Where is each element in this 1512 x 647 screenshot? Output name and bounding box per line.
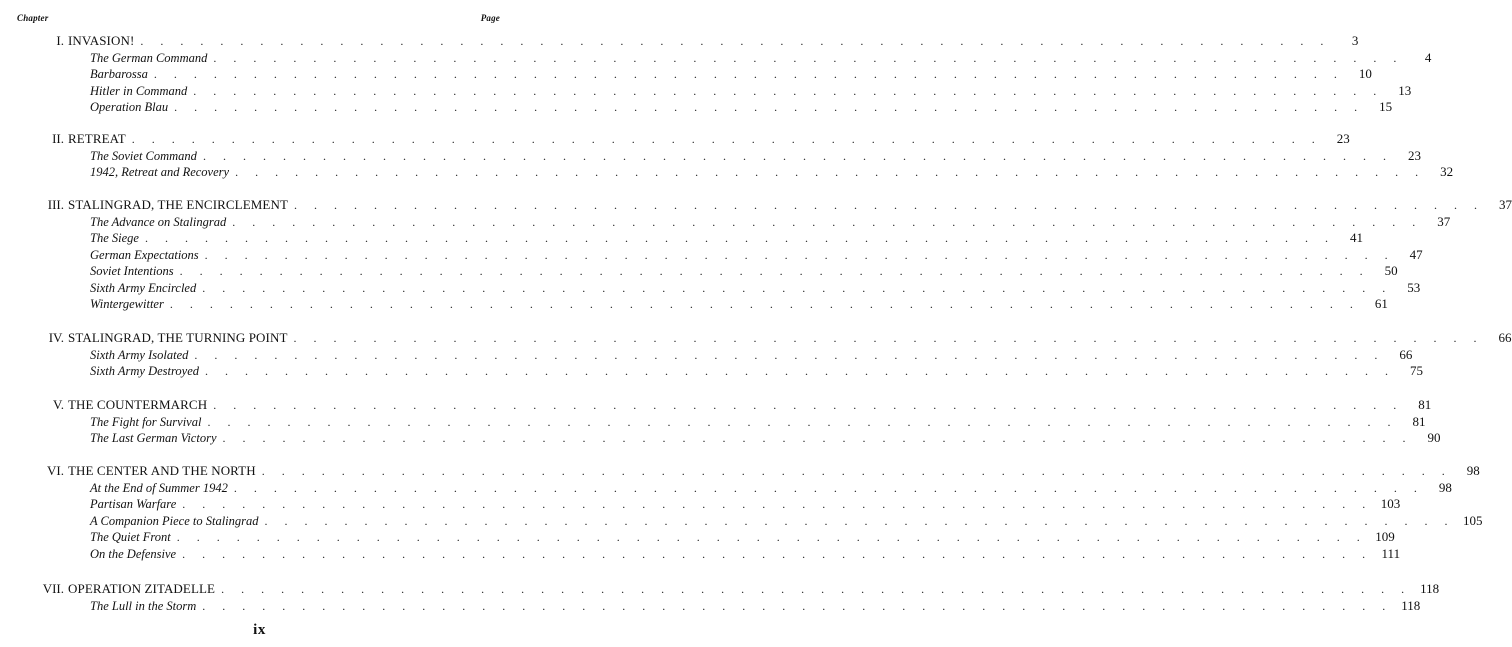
- chapter-page: 3: [1351, 33, 1359, 48]
- section-title: A Companion Piece to Stalingrad: [90, 513, 259, 528]
- section-title: Sixth Army Isolated: [90, 347, 189, 362]
- section-page: 75: [1410, 363, 1424, 378]
- chapter-page: 118: [1420, 581, 1440, 596]
- chapter-row: [0, 131, 1350, 147]
- section-row: [0, 545, 1401, 562]
- section-row: [0, 147, 1421, 164]
- section-row: [0, 66, 1372, 82]
- leader-dots: . . . . . . . . . . . . . . . . . . . . . . . . . . . . . . . . . . . . . . . . . . . . . . . . . . . . . . . . . . . .: [202, 280, 1393, 295]
- chapter-title: THE CENTER AND THE NORTH: [68, 463, 256, 478]
- section-page: 37: [1437, 213, 1451, 229]
- section-title: Sixth Army Destroyed: [90, 364, 200, 378]
- section-row: [0, 496, 1401, 512]
- leader-dots: . . . . . . . . . . . . . . . . . . . . . . . . . . . . . . . . . . . . . . . . . . . . . . . . . . . . . . . . . . . .: [174, 100, 1365, 114]
- leader-dots: . . . . . . . . . . . . . . . . . . . . . . . . . . . . . . . . . . . . . . . . . . . . . . . . . . . . . . . . . . . .: [232, 214, 1423, 229]
- toc-header-page: Page: [480, 13, 500, 23]
- leader-dots: . . . . . . . . . . . . . . . . . . . . . . . . . . . . . . . . . . . . . . . . . . . . . . . . . . . . . . . . . . . .: [153, 67, 1344, 81]
- chapter-number: I.: [56, 33, 64, 48]
- section-title: The Lull in the Storm: [90, 598, 197, 613]
- leader-dots: . . . . . . . . . . . . . . . . . . . . . . . . . . . . . . . . . . . . . . . . . . . . . . . . . . . . . . . . . . . .: [221, 582, 1412, 596]
- section-title: Soviet Intentions: [90, 264, 174, 278]
- chapter-page: 81: [1418, 397, 1432, 412]
- chapter-row: [0, 581, 1440, 597]
- section-page: 103: [1380, 496, 1401, 511]
- section-title: The German Command: [90, 50, 208, 65]
- section-title: The Siege: [90, 231, 139, 245]
- leader-dots: . . . . . . . . . . . . . . . . . . . . . . . . . . . . . . . . . . . . . . . . . . . . . . . . . . . . . . . . . . . .: [261, 464, 1452, 478]
- chapter-title: RETREAT: [68, 131, 126, 146]
- section-page: 66: [1399, 346, 1413, 362]
- leader-dots: . . . . . . . . . . . . . . . . . . . . . . . . . . . . . . . . . . . . . . . . . . . . . . . . . . . . . . . . . . . .: [213, 50, 1404, 65]
- chapter-title: STALINGRAD, THE ENCIRCLEMENT: [68, 197, 288, 212]
- leader-dots: . . . . . . . . . . . . . . . . . . . . . . . . . . . . . . . . . . . . . . . . . . . . . . . . . . . . . . . . . . . .: [176, 530, 1367, 544]
- section-title: The Fight for Survival: [90, 414, 202, 429]
- leader-dots: . . . . . . . . . . . . . . . . . . . . . . . . . . . . . . . . . . . . . . . . . . . . . . . . . . . . . . . . . . . .: [213, 398, 1404, 412]
- section-title: Sixth Army Encircled: [90, 280, 197, 295]
- leader-dots: . . . . . . . . . . . . . . . . . . . . . . . . . . . . . . . . . . . . . . . . . . . . . . . . . . . . . . . . . . . .: [233, 480, 1424, 495]
- chapter-page: 66: [1498, 330, 1512, 345]
- section-title: The Last German Victory: [90, 431, 217, 445]
- section-title: The Quiet Front: [90, 530, 171, 544]
- section-page: 41: [1349, 230, 1363, 245]
- chapter-number: VI.: [47, 463, 64, 478]
- section-page: 90: [1427, 430, 1441, 445]
- section-row: [0, 82, 1412, 99]
- chapter-number: VII.: [42, 581, 64, 596]
- section-row: [0, 512, 1483, 529]
- chapter-page: 98: [1466, 463, 1480, 478]
- section-page: 10: [1358, 66, 1372, 81]
- section-title: Hitler in Command: [90, 83, 188, 98]
- section-title: The Soviet Command: [90, 148, 197, 163]
- section-page: 118: [1401, 597, 1421, 613]
- section-title: The Advance on Stalingrad: [90, 214, 227, 229]
- page-number-footer: ix: [253, 622, 266, 638]
- section-page: 13: [1398, 82, 1412, 98]
- section-row: [0, 279, 1421, 296]
- chapter-number: II.: [52, 131, 64, 146]
- section-title: German Expectations: [90, 247, 199, 262]
- chapter-row: [0, 33, 1359, 49]
- section-page: 53: [1407, 279, 1421, 295]
- leader-dots: . . . . . . . . . . . . . . . . . . . . . . . . . . . . . . . . . . . . . . . . . . . . . . . . . . . . . . . . . . . .: [194, 347, 1385, 362]
- leader-dots: . . . . . . . . . . . . . . . . . . . . . . . . . . . . . . . . . . . . . . . . . . . . . . . . . . . . . . . . . . . .: [205, 364, 1396, 378]
- section-page: 15: [1379, 99, 1393, 114]
- section-row: [0, 164, 1454, 180]
- section-row: [0, 230, 1363, 246]
- leader-dots: . . . . . . . . . . . . . . . . . . . . . . . . . . . . . . . . . . . . . . . . . . . . . . . . . . . . . . . . . . . .: [140, 34, 1331, 48]
- toc-header-chapter: Chapter: [17, 13, 49, 23]
- chapter-number: III.: [47, 197, 64, 212]
- section-row: [0, 597, 1421, 614]
- section-row: [0, 263, 1398, 279]
- section-title: Operation Blau: [90, 100, 169, 114]
- section-page: 61: [1374, 296, 1388, 311]
- chapter-row: [0, 197, 1512, 213]
- section-page: 81: [1412, 413, 1426, 429]
- section-title: Barbarossa: [90, 67, 148, 81]
- leader-dots: . . . . . . . . . . . . . . . . . . . . . . . . . . . . . . . . . . . . . . . . . . . . . . . . . . . . . . . . . . . .: [202, 148, 1393, 163]
- chapter-title: THE COUNTERMARCH: [68, 397, 208, 412]
- chapter-title: INVASION!: [68, 33, 135, 48]
- leader-dots: . . . . . . . . . . . . . . . . . . . . . . . . . . . . . . . . . . . . . . . . . . . . . . . . . . . . . . . . . . . .: [264, 513, 1455, 528]
- leader-dots: . . . . . . . . . . . . . . . . . . . . . . . . . . . . . . . . . . . . . . . . . . . . . . . . . . . . . . . . . . . .: [182, 546, 1373, 561]
- section-page: 98: [1438, 479, 1452, 495]
- section-row: [0, 479, 1452, 496]
- chapter-row: [0, 463, 1480, 479]
- leader-dots: . . . . . . . . . . . . . . . . . . . . . . . . . . . . . . . . . . . . . . . . . . . . . . . . . . . . . . . . . . . .: [204, 247, 1395, 262]
- leader-dots: . . . . . . . . . . . . . . . . . . . . . . . . . . . . . . . . . . . . . . . . . . . . . . . . . . . . . . . . . . . .: [144, 231, 1335, 245]
- section-title: At the End of Summer 1942: [90, 480, 228, 495]
- chapter-row: [0, 330, 1512, 346]
- chapter-page: 37: [1498, 197, 1512, 212]
- leader-dots: . . . . . . . . . . . . . . . . . . . . . . . . . . . . . . . . . . . . . . . . . . . . . . . . . . . . . . . . . . . .: [293, 198, 1484, 212]
- leader-dots: . . . . . . . . . . . . . . . . . . . . . . . . . . . . . . . . . . . . . . . . . . . . . . . . . . . . . . . . . . . .: [131, 132, 1322, 146]
- leader-dots: . . . . . . . . . . . . . . . . . . . . . . . . . . . . . . . . . . . . . . . . . . . . . . . . . . . . . . . . . . . .: [207, 414, 1398, 429]
- leader-dots: . . . . . . . . . . . . . . . . . . . . . . . . . . . . . . . . . . . . . . . . . . . . . . . . . . . . . . . . . . . .: [235, 165, 1426, 179]
- section-page: 23: [1407, 147, 1421, 163]
- leader-dots: . . . . . . . . . . . . . . . . . . . . . . . . . . . . . . . . . . . . . . . . . . . . . . . . . . . . . . . . . . . .: [202, 598, 1393, 613]
- section-row: [0, 99, 1393, 115]
- chapter-row: [0, 397, 1432, 413]
- section-row: [0, 430, 1441, 446]
- section-page: 50: [1384, 263, 1398, 278]
- chapter-title: OPERATION ZITADELLE: [68, 581, 216, 596]
- leader-dots: . . . . . . . . . . . . . . . . . . . . . . . . . . . . . . . . . . . . . . . . . . . . . . . . . . . . . . . . . . . .: [169, 297, 1360, 311]
- chapter-number: IV.: [48, 330, 64, 345]
- section-page: 111: [1381, 545, 1401, 561]
- section-page: 32: [1440, 164, 1454, 179]
- section-title: Partisan Warfare: [90, 497, 177, 511]
- chapter-page: 23: [1336, 131, 1350, 146]
- leader-dots: . . . . . . . . . . . . . . . . . . . . . . . . . . . . . . . . . . . . . . . . . . . . . . . . . . . . . . . . . . . .: [179, 264, 1370, 278]
- leader-dots: . . . . . . . . . . . . . . . . . . . . . . . . . . . . . . . . . . . . . . . . . . . . . . . . . . . . . . . . . . . .: [193, 83, 1384, 98]
- section-row: [0, 49, 1432, 66]
- section-title: Wintergewitter: [90, 297, 164, 311]
- leader-dots: . . . . . . . . . . . . . . . . . . . . . . . . . . . . . . . . . . . . . . . . . . . . . . . . . . . . . . . . . . . .: [222, 431, 1413, 445]
- section-row: [0, 363, 1424, 379]
- section-row: [0, 296, 1388, 312]
- section-row: [0, 213, 1451, 230]
- chapter-number: V.: [53, 397, 64, 412]
- section-page: 105: [1463, 512, 1483, 528]
- section-row: [0, 246, 1423, 263]
- section-title: 1942, Retreat and Recovery: [90, 165, 230, 179]
- section-page: 109: [1375, 529, 1395, 544]
- section-page: 47: [1409, 246, 1423, 262]
- section-page: 4: [1424, 49, 1432, 65]
- leader-dots: . . . . . . . . . . . . . . . . . . . . . . . . . . . . . . . . . . . . . . . . . . . . . . . . . . . . . . . . . . . .: [182, 497, 1373, 511]
- section-row: [0, 529, 1395, 545]
- section-title: On the Defensive: [90, 546, 177, 561]
- section-row: [0, 413, 1426, 430]
- leader-dots: . . . . . . . . . . . . . . . . . . . . . . . . . . . . . . . . . . . . . . . . . . . . . . . . . . . . . . . . . . . .: [293, 331, 1484, 345]
- chapter-title: STALINGRAD, THE TURNING POINT: [68, 330, 288, 345]
- section-row: [0, 346, 1413, 363]
